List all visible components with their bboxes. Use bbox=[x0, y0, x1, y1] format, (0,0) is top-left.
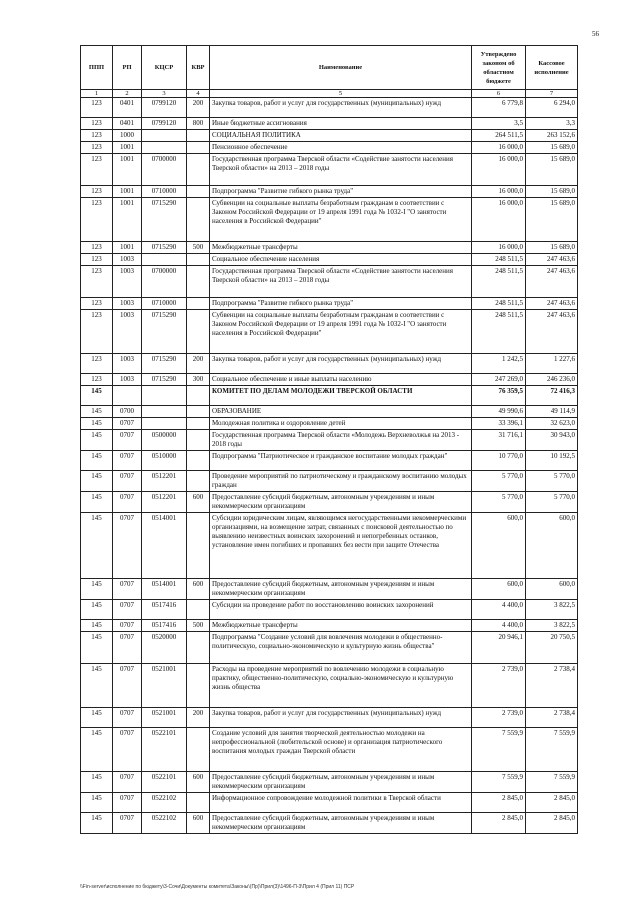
cell-cash: 10 192,5 bbox=[526, 451, 578, 471]
cell-rp: 1001 bbox=[113, 154, 142, 186]
cell-name: Закупка товаров, работ и услуг для государственных (муниципальных) нужд bbox=[210, 708, 472, 728]
cell-approved: 248 511,5 bbox=[472, 298, 526, 310]
cell-kcsr: 0522102 bbox=[142, 813, 187, 834]
cell-kvr: 500 bbox=[187, 620, 210, 632]
cell-name: Подпрограмма "Развитие гибкого рынка труда" bbox=[210, 298, 472, 310]
cell-approved: 16 000,0 bbox=[472, 186, 526, 198]
cell-approved: 10 770,0 bbox=[472, 451, 526, 471]
cell-kcsr: 0799120 bbox=[142, 118, 187, 130]
cell-kvr: 200 bbox=[187, 98, 210, 118]
cell-cash: 247 463,6 bbox=[526, 310, 578, 354]
cell-kvr bbox=[187, 154, 210, 186]
cell-rp: 0707 bbox=[113, 418, 142, 430]
cell-ppp: 145 bbox=[81, 451, 113, 471]
table-row bbox=[81, 664, 578, 708]
cell-approved: 3,5 bbox=[472, 118, 526, 130]
page-number: 56 bbox=[592, 30, 599, 38]
cell-approved: 4 400,0 bbox=[472, 600, 526, 620]
table-row bbox=[81, 513, 578, 579]
cell-cash: 5 770,0 bbox=[526, 492, 578, 513]
table-row bbox=[81, 254, 578, 266]
cell-rp: 1001 bbox=[113, 186, 142, 198]
cell-cash: 30 943,0 bbox=[526, 430, 578, 451]
cell-kcsr: 0715290 bbox=[142, 354, 187, 374]
cell-name: Межбюджетные трансферты bbox=[210, 242, 472, 254]
cell-kvr: 200 bbox=[187, 708, 210, 728]
cell-cash: 7 559,9 bbox=[526, 728, 578, 772]
header-rp: РП bbox=[113, 46, 142, 90]
cell-kvr bbox=[187, 130, 210, 142]
cell-rp: 1003 bbox=[113, 310, 142, 354]
cell-cash: 246 236,0 bbox=[526, 374, 578, 386]
column-number: 3 bbox=[142, 90, 187, 98]
cell-cash: 2 845,0 bbox=[526, 813, 578, 834]
cell-cash: 3 822,5 bbox=[526, 620, 578, 632]
cell-cash: 600,0 bbox=[526, 513, 578, 579]
cell-ppp: 123 bbox=[81, 118, 113, 130]
cell-rp: 1003 bbox=[113, 354, 142, 374]
cell-kcsr: 0514001 bbox=[142, 579, 187, 600]
cell-approved: 5 770,0 bbox=[472, 471, 526, 492]
column-number: 7 bbox=[526, 90, 578, 98]
cell-cash: 72 416,3 bbox=[526, 386, 578, 406]
table-row bbox=[81, 793, 578, 813]
cell-kvr bbox=[187, 418, 210, 430]
cell-cash: 247 463,6 bbox=[526, 254, 578, 266]
header-kcsr: КЦСР bbox=[142, 46, 187, 90]
cell-approved: 6 779,8 bbox=[472, 98, 526, 118]
cell-name: Субсидии на проведение работ по восстановлению воинских захоронений bbox=[210, 600, 472, 620]
column-number-row bbox=[81, 90, 578, 98]
cell-rp: 0707 bbox=[113, 813, 142, 834]
cell-name: Государственная программа Тверской области «Содействие занятости населения Тверской области» на 2013 – 2018 годы bbox=[210, 266, 472, 298]
cell-name: Субвенции на социальные выплаты безработным гражданам в соответствии с Законом Российской Федерации от 19 апреля 1991 года № 1032-I "О занятости населения в Российской Федерации" bbox=[210, 198, 472, 242]
cell-kcsr: 0514001 bbox=[142, 513, 187, 579]
cell-cash: 15 689,0 bbox=[526, 198, 578, 242]
cell-cash: 15 689,0 bbox=[526, 186, 578, 198]
cell-approved: 248 511,5 bbox=[472, 266, 526, 298]
cell-cash: 247 463,6 bbox=[526, 298, 578, 310]
table-row bbox=[81, 242, 578, 254]
cell-approved: 4 400,0 bbox=[472, 620, 526, 632]
cell-cash: 263 152,6 bbox=[526, 130, 578, 142]
cell-name: Предоставление субсидий бюджетным, автономным учреждениям и иным некоммерческим организациям bbox=[210, 579, 472, 600]
table-row bbox=[81, 728, 578, 772]
cell-rp: 0707 bbox=[113, 664, 142, 708]
footer-path: \\Fin-server\исполнение по бюджету\3-Сочи\Документы комитета\Законы\(Пр)\Прил(3)\1496-П-3\Прил 4 (Прил 11) ПСР bbox=[80, 884, 355, 890]
cell-kcsr: 0522102 bbox=[142, 793, 187, 813]
table-row bbox=[81, 406, 578, 418]
cell-cash: 6 294,0 bbox=[526, 98, 578, 118]
cell-kvr bbox=[187, 266, 210, 298]
cell-ppp: 123 bbox=[81, 310, 113, 354]
column-number: 2 bbox=[113, 90, 142, 98]
cell-kvr bbox=[187, 728, 210, 772]
cell-ppp: 145 bbox=[81, 471, 113, 492]
cell-ppp: 123 bbox=[81, 374, 113, 386]
cell-ppp: 123 bbox=[81, 198, 113, 242]
cell-ppp: 145 bbox=[81, 386, 113, 406]
cell-cash: 1 227,6 bbox=[526, 354, 578, 374]
cell-kvr bbox=[187, 451, 210, 471]
cell-cash: 49 114,9 bbox=[526, 406, 578, 418]
cell-kvr bbox=[187, 198, 210, 242]
cell-rp: 1000 bbox=[113, 130, 142, 142]
cell-rp: 1001 bbox=[113, 142, 142, 154]
cell-ppp: 145 bbox=[81, 492, 113, 513]
cell-kcsr: 0500000 bbox=[142, 430, 187, 451]
cell-kcsr: 0517416 bbox=[142, 620, 187, 632]
cell-rp: 0707 bbox=[113, 708, 142, 728]
cell-rp bbox=[113, 386, 142, 406]
table-row bbox=[81, 600, 578, 620]
cell-ppp: 145 bbox=[81, 430, 113, 451]
cell-name: Социальное обеспечение и иные выплаты населению bbox=[210, 374, 472, 386]
cell-rp: 0707 bbox=[113, 579, 142, 600]
cell-kcsr: 0700000 bbox=[142, 154, 187, 186]
cell-kcsr: 0715290 bbox=[142, 374, 187, 386]
cell-ppp: 145 bbox=[81, 793, 113, 813]
header-row bbox=[81, 46, 578, 90]
cell-kcsr bbox=[142, 254, 187, 266]
cell-ppp: 123 bbox=[81, 98, 113, 118]
table-row bbox=[81, 118, 578, 130]
cell-ppp: 123 bbox=[81, 142, 113, 154]
table-row bbox=[81, 708, 578, 728]
column-number: 5 bbox=[210, 90, 472, 98]
cell-cash: 15 689,0 bbox=[526, 154, 578, 186]
cell-cash: 2 738,4 bbox=[526, 708, 578, 728]
cell-kvr bbox=[187, 471, 210, 492]
header-cash: Кассовое исполнение bbox=[526, 46, 578, 90]
cell-ppp: 145 bbox=[81, 620, 113, 632]
cell-rp: 1001 bbox=[113, 198, 142, 242]
cell-kcsr: 0710000 bbox=[142, 298, 187, 310]
cell-rp: 1001 bbox=[113, 242, 142, 254]
cell-approved: 2 739,0 bbox=[472, 664, 526, 708]
table-row bbox=[81, 386, 578, 406]
cell-approved: 2 845,0 bbox=[472, 813, 526, 834]
cell-rp: 0707 bbox=[113, 632, 142, 664]
cell-ppp: 123 bbox=[81, 186, 113, 198]
column-number: 4 bbox=[187, 90, 210, 98]
cell-approved: 7 559,9 bbox=[472, 728, 526, 772]
cell-rp: 0707 bbox=[113, 600, 142, 620]
cell-cash: 20 750,5 bbox=[526, 632, 578, 664]
table-row bbox=[81, 430, 578, 451]
cell-rp: 0700 bbox=[113, 406, 142, 418]
cell-ppp: 123 bbox=[81, 130, 113, 142]
column-number: 1 bbox=[81, 90, 113, 98]
cell-kvr bbox=[187, 406, 210, 418]
cell-kvr bbox=[187, 254, 210, 266]
cell-cash: 3 822,5 bbox=[526, 600, 578, 620]
header-kvr: КВР bbox=[187, 46, 210, 90]
cell-rp: 0707 bbox=[113, 793, 142, 813]
cell-ppp: 145 bbox=[81, 772, 113, 793]
table-row bbox=[81, 772, 578, 793]
cell-kcsr: 0521001 bbox=[142, 664, 187, 708]
cell-approved: 31 716,1 bbox=[472, 430, 526, 451]
cell-rp: 0401 bbox=[113, 118, 142, 130]
cell-kvr bbox=[187, 430, 210, 451]
cell-rp: 0707 bbox=[113, 492, 142, 513]
header-name: Наименование bbox=[210, 46, 472, 90]
table-row bbox=[81, 374, 578, 386]
header-ppp: ППП bbox=[81, 46, 113, 90]
cell-rp: 0707 bbox=[113, 430, 142, 451]
header-approved: Утверждено законом об областном бюджете bbox=[472, 46, 526, 90]
cell-kvr bbox=[187, 513, 210, 579]
cell-approved: 33 396,1 bbox=[472, 418, 526, 430]
cell-kvr: 200 bbox=[187, 354, 210, 374]
table-row bbox=[81, 632, 578, 664]
budget-table bbox=[80, 45, 578, 834]
cell-kcsr: 0799120 bbox=[142, 98, 187, 118]
cell-approved: 16 000,0 bbox=[472, 142, 526, 154]
cell-approved: 20 946,1 bbox=[472, 632, 526, 664]
cell-kcsr: 0715290 bbox=[142, 310, 187, 354]
cell-rp: 0707 bbox=[113, 620, 142, 632]
cell-approved: 16 000,0 bbox=[472, 154, 526, 186]
cell-kcsr bbox=[142, 418, 187, 430]
cell-name: Предоставление субсидий бюджетным, автономным учреждениям и иным некоммерческим организациям bbox=[210, 772, 472, 793]
cell-ppp: 145 bbox=[81, 406, 113, 418]
table-row bbox=[81, 266, 578, 298]
cell-ppp: 145 bbox=[81, 632, 113, 664]
cell-name: Субвенции на социальные выплаты безработным гражданам в соответствии с Законом Российской Федерации от 19 апреля 1991 года № 1032-I "О занятости населения в Российской Федерации" bbox=[210, 310, 472, 354]
cell-approved: 16 000,0 bbox=[472, 198, 526, 242]
cell-rp: 0401 bbox=[113, 98, 142, 118]
cell-rp: 1003 bbox=[113, 374, 142, 386]
cell-kvr: 300 bbox=[187, 374, 210, 386]
cell-cash: 2 738,4 bbox=[526, 664, 578, 708]
cell-kvr bbox=[187, 142, 210, 154]
cell-approved: 2 739,0 bbox=[472, 708, 526, 728]
cell-kvr: 600 bbox=[187, 813, 210, 834]
cell-rp: 0707 bbox=[113, 451, 142, 471]
table-row bbox=[81, 579, 578, 600]
cell-name: КОМИТЕТ ПО ДЕЛАМ МОЛОДЕЖИ ТВЕРСКОЙ ОБЛАСТИ bbox=[210, 386, 472, 406]
cell-name: Молодежная политика и оздоровление детей bbox=[210, 418, 472, 430]
cell-name: Подпрограмма "Патриотическое и гражданское воспитание молодых граждан" bbox=[210, 451, 472, 471]
cell-cash: 32 623,0 bbox=[526, 418, 578, 430]
cell-name: Подпрограмма "Создание условий для вовлечения молодежи в общественно-политическую, социально-экономическую и культурную жизнь общества" bbox=[210, 632, 472, 664]
cell-approved: 5 770,0 bbox=[472, 492, 526, 513]
cell-ppp: 123 bbox=[81, 254, 113, 266]
cell-kvr bbox=[187, 632, 210, 664]
cell-rp: 1003 bbox=[113, 254, 142, 266]
table-row bbox=[81, 492, 578, 513]
cell-name: СОЦИАЛЬНАЯ ПОЛИТИКА bbox=[210, 130, 472, 142]
cell-name: Расходы на проведение мероприятий по вовлечению молодежи в социальную практику, общественно-политическую, социально-экономическую и культурную жизнь общества bbox=[210, 664, 472, 708]
cell-ppp: 145 bbox=[81, 708, 113, 728]
cell-approved: 600,0 bbox=[472, 513, 526, 579]
cell-name: Социальное обеспечение населения bbox=[210, 254, 472, 266]
cell-ppp: 123 bbox=[81, 354, 113, 374]
cell-name: Закупка товаров, работ и услуг для государственных (муниципальных) нужд bbox=[210, 354, 472, 374]
cell-name: Государственная программа Тверской области «Молодежь Верхневолжья на 2013 - 2018 годы bbox=[210, 430, 472, 451]
cell-approved: 247 269,0 bbox=[472, 374, 526, 386]
cell-name: Предоставление субсидий бюджетным, автономным учреждениям и иным некоммерческим организациям bbox=[210, 492, 472, 513]
table-row bbox=[81, 142, 578, 154]
cell-kvr bbox=[187, 600, 210, 620]
cell-rp: 0707 bbox=[113, 772, 142, 793]
cell-name: ОБРАЗОВАНИЕ bbox=[210, 406, 472, 418]
cell-approved: 248 511,5 bbox=[472, 310, 526, 354]
cell-name: Межбюджетные трансферты bbox=[210, 620, 472, 632]
cell-kcsr: 0522101 bbox=[142, 772, 187, 793]
cell-kvr: 500 bbox=[187, 242, 210, 254]
cell-ppp: 145 bbox=[81, 418, 113, 430]
cell-ppp: 145 bbox=[81, 728, 113, 772]
cell-kvr: 600 bbox=[187, 772, 210, 793]
cell-ppp: 145 bbox=[81, 664, 113, 708]
cell-kcsr bbox=[142, 142, 187, 154]
cell-cash: 247 463,6 bbox=[526, 266, 578, 298]
cell-cash: 15 689,0 bbox=[526, 142, 578, 154]
table-row bbox=[81, 186, 578, 198]
cell-kcsr: 0715290 bbox=[142, 198, 187, 242]
cell-kvr bbox=[187, 186, 210, 198]
cell-name: Закупка товаров, работ и услуг для государственных (муниципальных) нужд bbox=[210, 98, 472, 118]
cell-ppp: 145 bbox=[81, 813, 113, 834]
cell-rp: 0707 bbox=[113, 471, 142, 492]
cell-cash: 3,3 bbox=[526, 118, 578, 130]
cell-name: Иные бюджетные ассигнования bbox=[210, 118, 472, 130]
cell-approved: 76 359,5 bbox=[472, 386, 526, 406]
table-row bbox=[81, 310, 578, 354]
cell-name: Проведение мероприятий по патриотическому и гражданскому воспитанию молодых граждан bbox=[210, 471, 472, 492]
cell-approved: 16 000,0 bbox=[472, 242, 526, 254]
cell-kvr: 600 bbox=[187, 492, 210, 513]
table-row bbox=[81, 620, 578, 632]
cell-kvr bbox=[187, 298, 210, 310]
cell-kvr bbox=[187, 793, 210, 813]
cell-cash: 7 559,9 bbox=[526, 772, 578, 793]
cell-approved: 264 511,5 bbox=[472, 130, 526, 142]
table-row bbox=[81, 418, 578, 430]
table-row bbox=[81, 198, 578, 242]
cell-kvr bbox=[187, 310, 210, 354]
column-number: 6 bbox=[472, 90, 526, 98]
cell-name: Информационное сопровождение молодежной политики в Тверской области bbox=[210, 793, 472, 813]
cell-rp: 1003 bbox=[113, 266, 142, 298]
cell-ppp: 123 bbox=[81, 242, 113, 254]
cell-cash: 5 770,0 bbox=[526, 471, 578, 492]
cell-kcsr: 0710000 bbox=[142, 186, 187, 198]
table-row bbox=[81, 813, 578, 834]
table-row bbox=[81, 98, 578, 118]
table-row bbox=[81, 354, 578, 374]
cell-approved: 7 559,9 bbox=[472, 772, 526, 793]
table-row bbox=[81, 154, 578, 186]
cell-kcsr bbox=[142, 130, 187, 142]
cell-name: Создание условий для занятия творческой деятельностью молодежи на непрофессиональной (любительской основе) и организация патриотического воспитания молодых граждан Тверской области bbox=[210, 728, 472, 772]
cell-rp: 0707 bbox=[113, 513, 142, 579]
cell-ppp: 145 bbox=[81, 579, 113, 600]
table-row bbox=[81, 471, 578, 492]
cell-kvr bbox=[187, 664, 210, 708]
table-row bbox=[81, 298, 578, 310]
cell-kcsr: 0512201 bbox=[142, 471, 187, 492]
cell-ppp: 123 bbox=[81, 154, 113, 186]
cell-kcsr: 0512201 bbox=[142, 492, 187, 513]
table-row bbox=[81, 451, 578, 471]
cell-kcsr: 0715290 bbox=[142, 242, 187, 254]
cell-ppp: 145 bbox=[81, 600, 113, 620]
cell-kvr: 600 bbox=[187, 579, 210, 600]
cell-name: Предоставление субсидий бюджетным, автономным учреждениям и иным некоммерческим организациям bbox=[210, 813, 472, 834]
cell-kvr: 800 bbox=[187, 118, 210, 130]
cell-name: Пенсионное обеспечение bbox=[210, 142, 472, 154]
cell-kvr bbox=[187, 386, 210, 406]
cell-approved: 2 845,0 bbox=[472, 793, 526, 813]
cell-kcsr: 0517416 bbox=[142, 600, 187, 620]
cell-kcsr: 0521001 bbox=[142, 708, 187, 728]
cell-approved: 248 511,5 bbox=[472, 254, 526, 266]
cell-rp: 0707 bbox=[113, 728, 142, 772]
cell-cash: 15 689,0 bbox=[526, 242, 578, 254]
cell-kcsr: 0520000 bbox=[142, 632, 187, 664]
cell-approved: 49 990,6 bbox=[472, 406, 526, 418]
cell-kcsr bbox=[142, 406, 187, 418]
cell-rp: 1003 bbox=[113, 298, 142, 310]
cell-kcsr: 0700000 bbox=[142, 266, 187, 298]
cell-cash: 600,0 bbox=[526, 579, 578, 600]
table-row bbox=[81, 130, 578, 142]
cell-kcsr: 0522101 bbox=[142, 728, 187, 772]
cell-kcsr: 0510000 bbox=[142, 451, 187, 471]
cell-name: Государственная программа Тверской области «Содействие занятости населения Тверской области» на 2013 – 2018 годы bbox=[210, 154, 472, 186]
cell-cash: 2 845,0 bbox=[526, 793, 578, 813]
cell-approved: 600,0 bbox=[472, 579, 526, 600]
cell-ppp: 145 bbox=[81, 513, 113, 579]
cell-ppp: 123 bbox=[81, 266, 113, 298]
cell-ppp: 123 bbox=[81, 298, 113, 310]
cell-approved: 1 242,5 bbox=[472, 354, 526, 374]
cell-kcsr bbox=[142, 386, 187, 406]
cell-name: Подпрограмма "Развитие гибкого рынка труда" bbox=[210, 186, 472, 198]
cell-name: Субсидии юридическим лицам, являющимся негосударственными некоммерческими организациями, на возмещение затрат, связанных с поисковой деятельностью по выявлению неизвестных воинских захоронений и непогребенных останков, установление имен погибших и пропавших без вести при защите Отечества bbox=[210, 513, 472, 579]
